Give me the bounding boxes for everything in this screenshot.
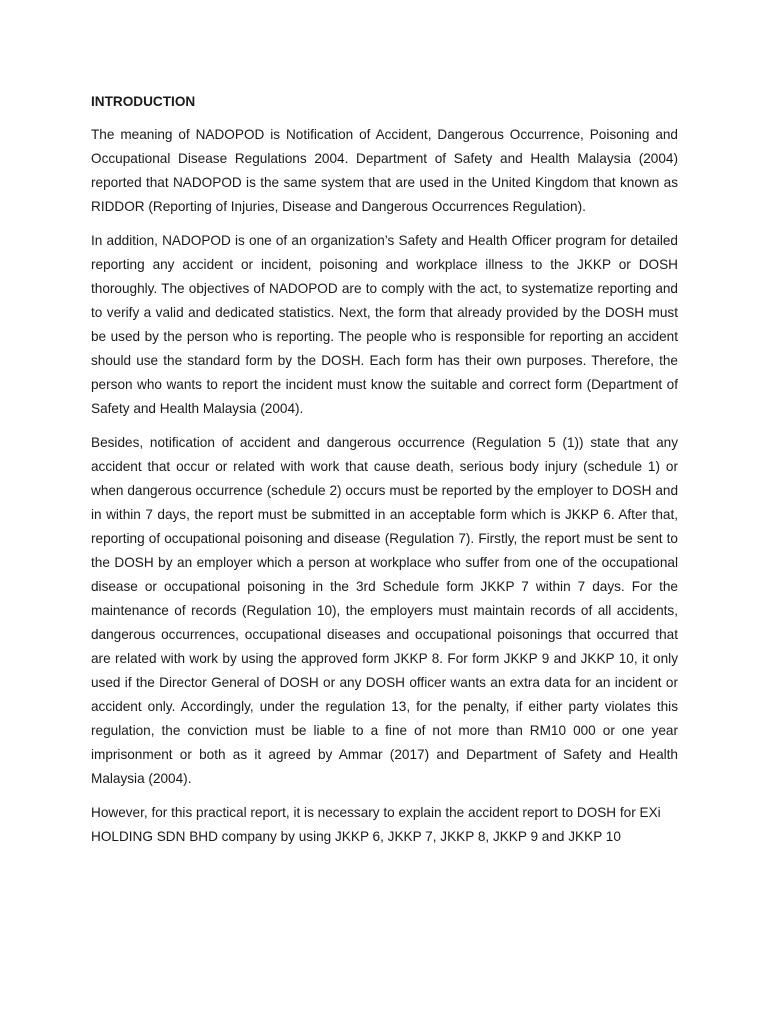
paragraph-definition: The meaning of NADOPOD is Notification of Accident, Dangerous Occurrence, Poisoning and Occupational Disease Regulations 2004. Department of Safety and Health Malaysia (2004) reported that NADOPOD is the same system that are used in the United Kingdom that known as RIDDOR (Reporting of Injuries, Disease and Dangerous Occurrences Regulation).	[91, 127, 678, 214]
paragraph-practical-report: However, for this practical report, it is necessary to explain the accident report to DOSH for EXi HOLDING SDN BHD company by using JKKP 6, JKKP 7, JKKP 8, JKKP 9 and JKKP 10	[91, 805, 661, 844]
paragraph-regulations: Besides, notification of accident and dangerous occurrence (Regulation 5 (1)) state that any accident that occur or related with work that cause death, serious body injury (schedule 1) or when dangerous occurrence (schedule 2) occurs must be reported by the employer to DOSH and in within 7 days, the report must be submitted in an acceptable form which is JKKP 6. After that, reporting of occupational poisoning and disease (Regulation 7). Firstly, the report must be sent to the DOSH by an employer which a person at workplace who suffer from one of the occupational disease or occupational poisoning in the 3rd Schedule form JKKP 7 within 7 days. For the maintenance of records (Regulation 10), the employers must maintain records of all accidents, dangerous occurrences, occupational diseases and occupational poisonings that occurred that are related with work by using the approved form JKKP 8. For form JKKP 9 and JKKP 10, it only used if the Director General of DOSH or any DOSH officer wants an extra data for an incident or accident only. Accordingly, under the regulation 13, for the penalty, if either party violates this regulation, the conviction must be liable to a fine of not more than RM10 000 or one year imprisonment or both as it agreed by Ammar (2017) and Department of Safety and Health Malaysia (2004).	[91, 435, 678, 786]
section-heading: INTRODUCTION	[91, 94, 196, 109]
document-body	[91, 91, 678, 859]
paragraph-objectives: In addition, NADOPOD is one of an organization’s Safety and Health Officer program for detailed reporting any accident or incident, poisoning and workplace illness to the JKKP or DOSH thoroughly. The objectives of NADOPOD are to comply with the act, to systematize reporting and to verify a valid and dedicated statistics. Next, the form that already provided by the DOSH must be used by the person who is reporting. The people who is responsible for reporting an accident should use the standard form by the DOSH. Each form has their own purposes. Therefore, the person who wants to report the incident must know the suitable and correct form (Department of Safety and Health Malaysia (2004).	[91, 233, 678, 416]
